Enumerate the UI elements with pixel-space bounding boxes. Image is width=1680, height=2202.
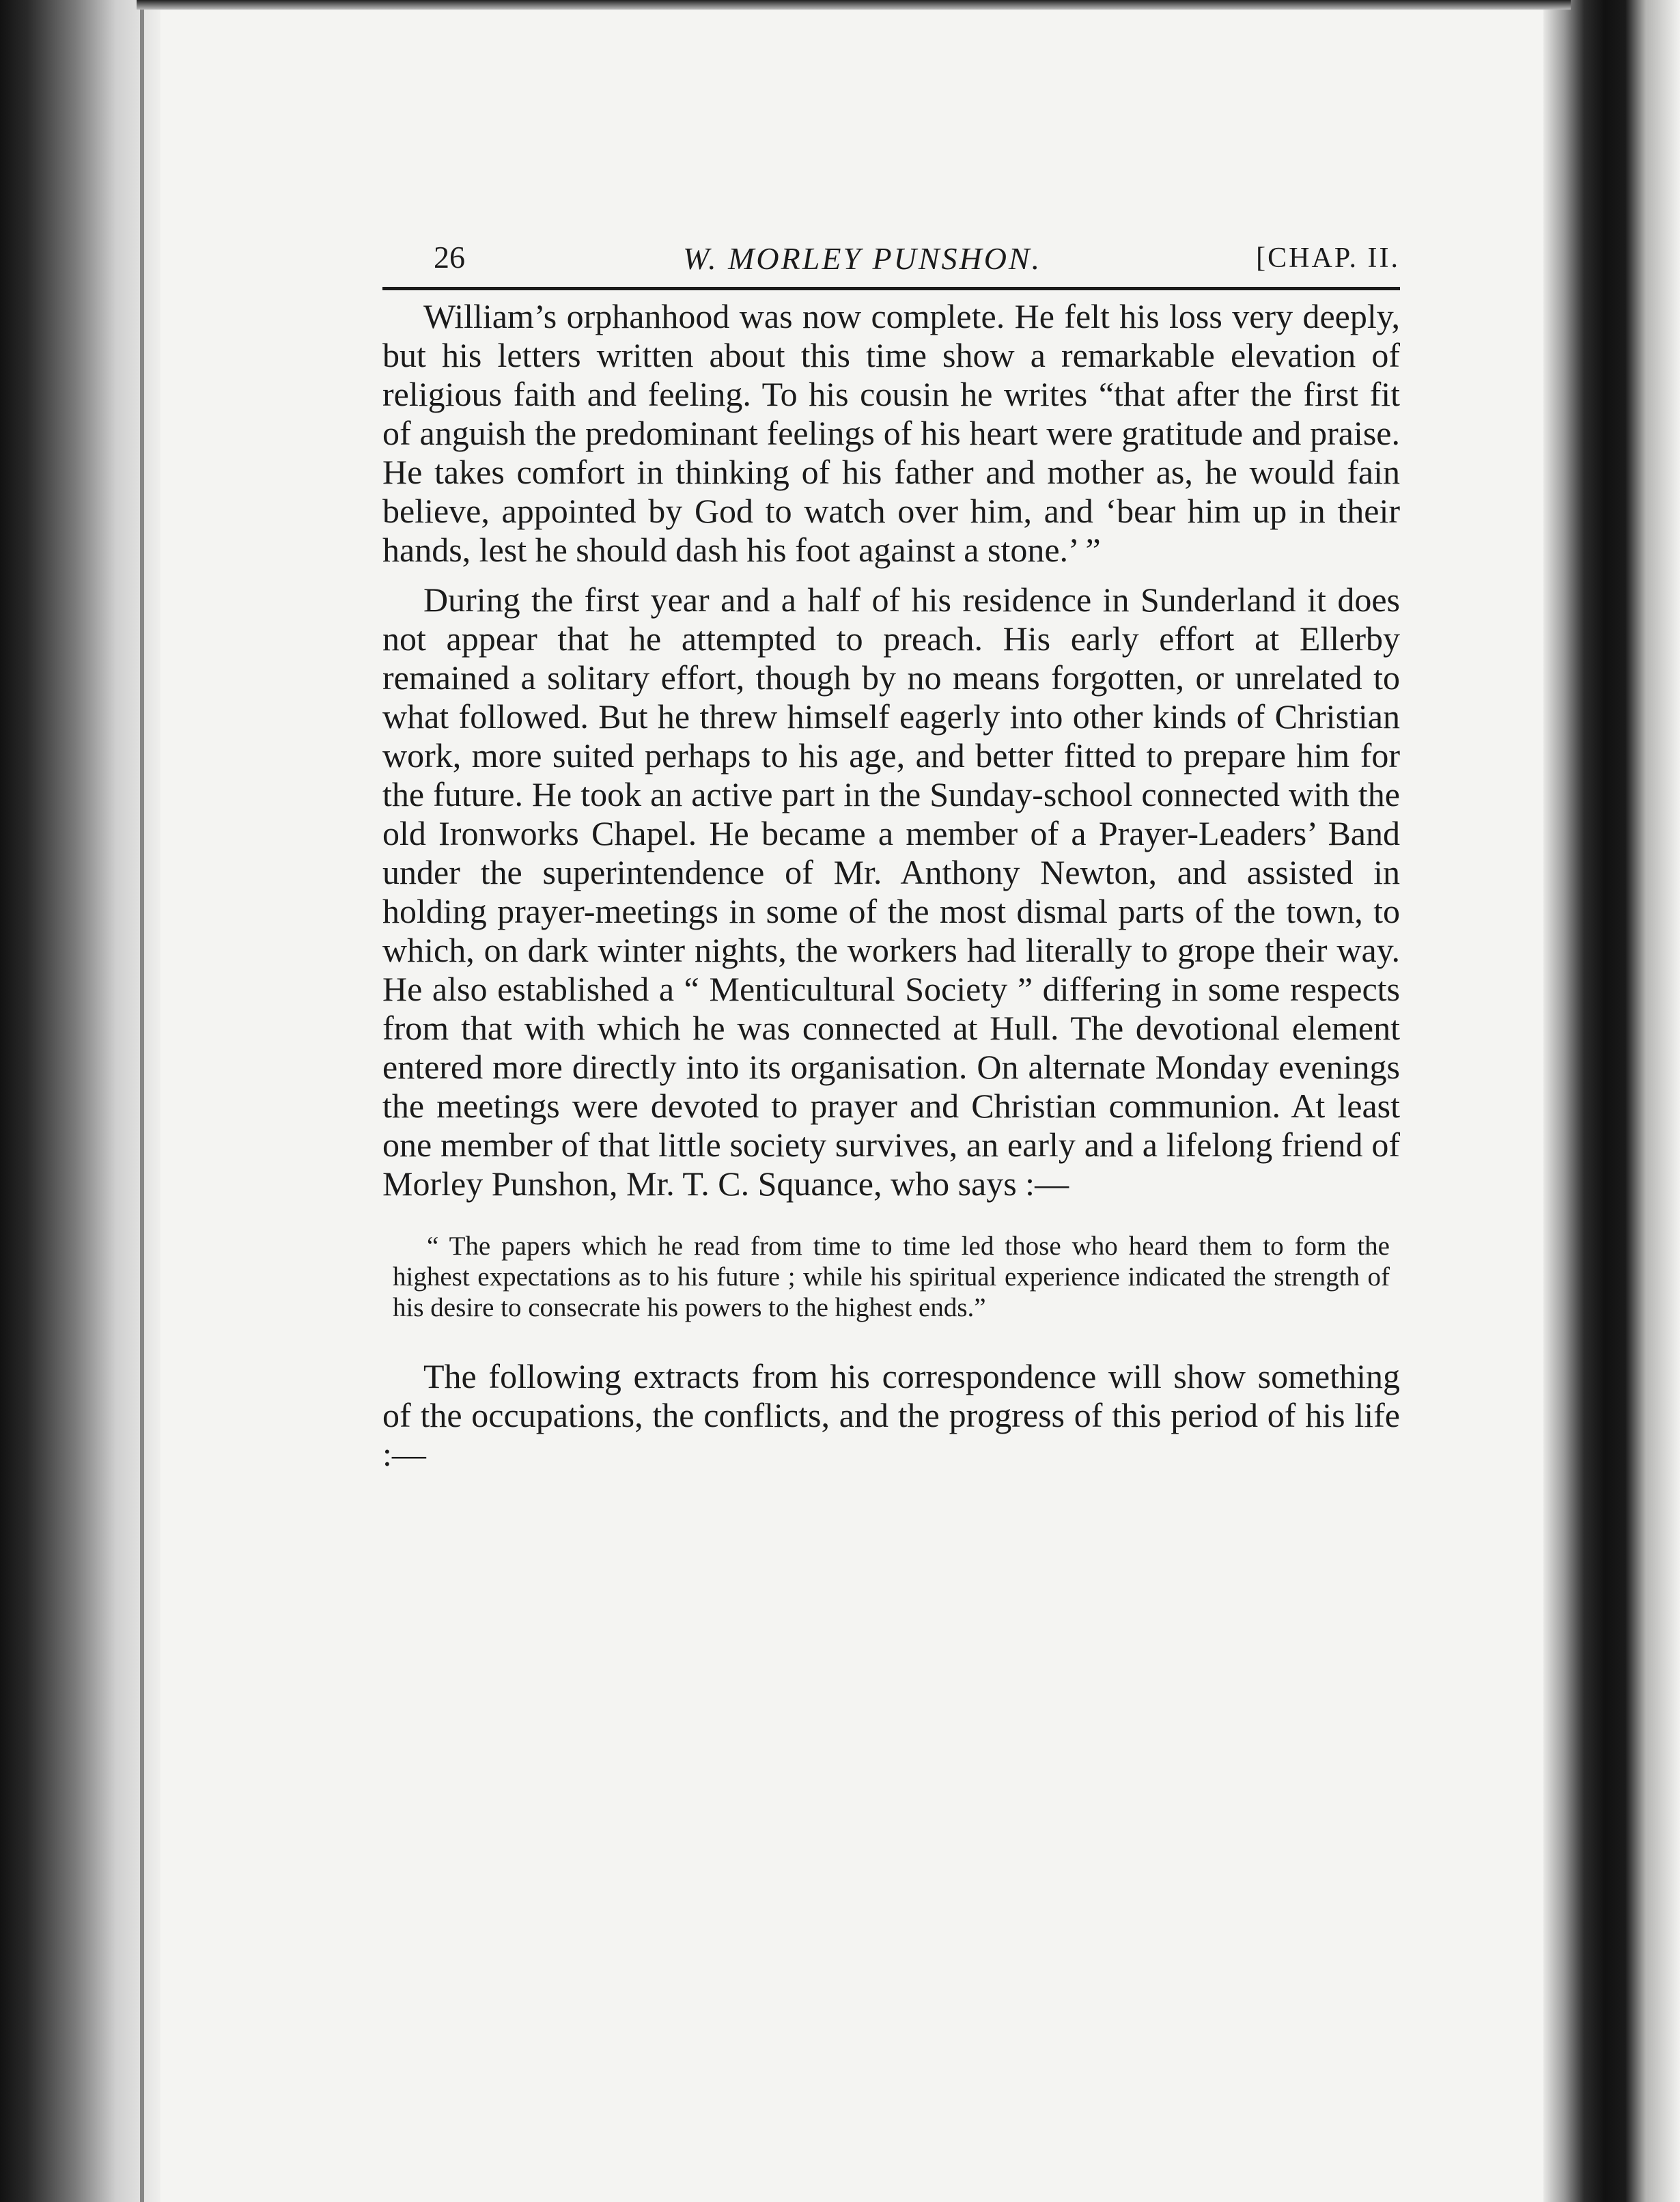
book-page	[382, 232, 1400, 1474]
page-number: 26	[434, 240, 465, 275]
closing-paragraph: The following extracts from his correspondence will show something of the occupations, the conflicts, and the progress of this period of his life :—	[382, 1357, 1400, 1473]
right-page-edge	[1543, 0, 1680, 2202]
chapter-label: [CHAP. II.	[1256, 242, 1400, 274]
block-quote: “ The papers which he read from time to time led those who heard them to form the highest expectations as to his future ; while his spiritual experience indicated the strength of his desire to consecrate his powers to the highest ends.”	[393, 1231, 1390, 1322]
running-head	[382, 232, 1400, 290]
body-text	[382, 297, 1400, 1203]
running-title: W. MORLEY PUNSHON.	[683, 241, 1042, 276]
left-binding-edge	[0, 0, 160, 2202]
paragraph: During the first year and a half of his residence in Sunderland it does not appear that he attempted to preach. His early effort at Ellerby remained a solitary effort, though by no means forgotten, or unrelated to what followed. But he threw himself eagerly into other kinds of Christian work, more suited perhaps to his age, and better fitted to prepare him for the future. He took an active part in the Sunday-school connected with the old Ironworks Chapel. He became a member of a Prayer-Leaders’ Band under the superintendence of Mr. Anthony Newton, and assisted in holding prayer-meetings in some of the most dismal parts of the town, to which, on dark winter nights, the workers had literally to grope their way. He also established a “ Menticultural Society ” differing in some respects from that with which he was connected at Hull. The devotional element entered more directly into its organisation. On alternate Monday evenings the meetings were devoted to prayer and Christian communion. At least one member of that little society survives, an early and a lifelong friend of Morley Punshon, Mr. T. C. Squance, who says :—	[382, 581, 1400, 1203]
top-scan-edge	[137, 0, 1571, 10]
paragraph: William’s orphanhood was now complete. He felt his loss very deeply, but his letters written about this time show a remarkable elevation of religious faith and feeling. To his cousin he writes “that after the first fit of anguish the predominant feelings of his heart were gratitude and praise. He takes comfort in thinking of his father and mother as, he would fain believe, appointed by God to watch over him, and ‘bear him up in their hands, lest he should dash his foot against a stone.’ ”	[382, 297, 1400, 569]
